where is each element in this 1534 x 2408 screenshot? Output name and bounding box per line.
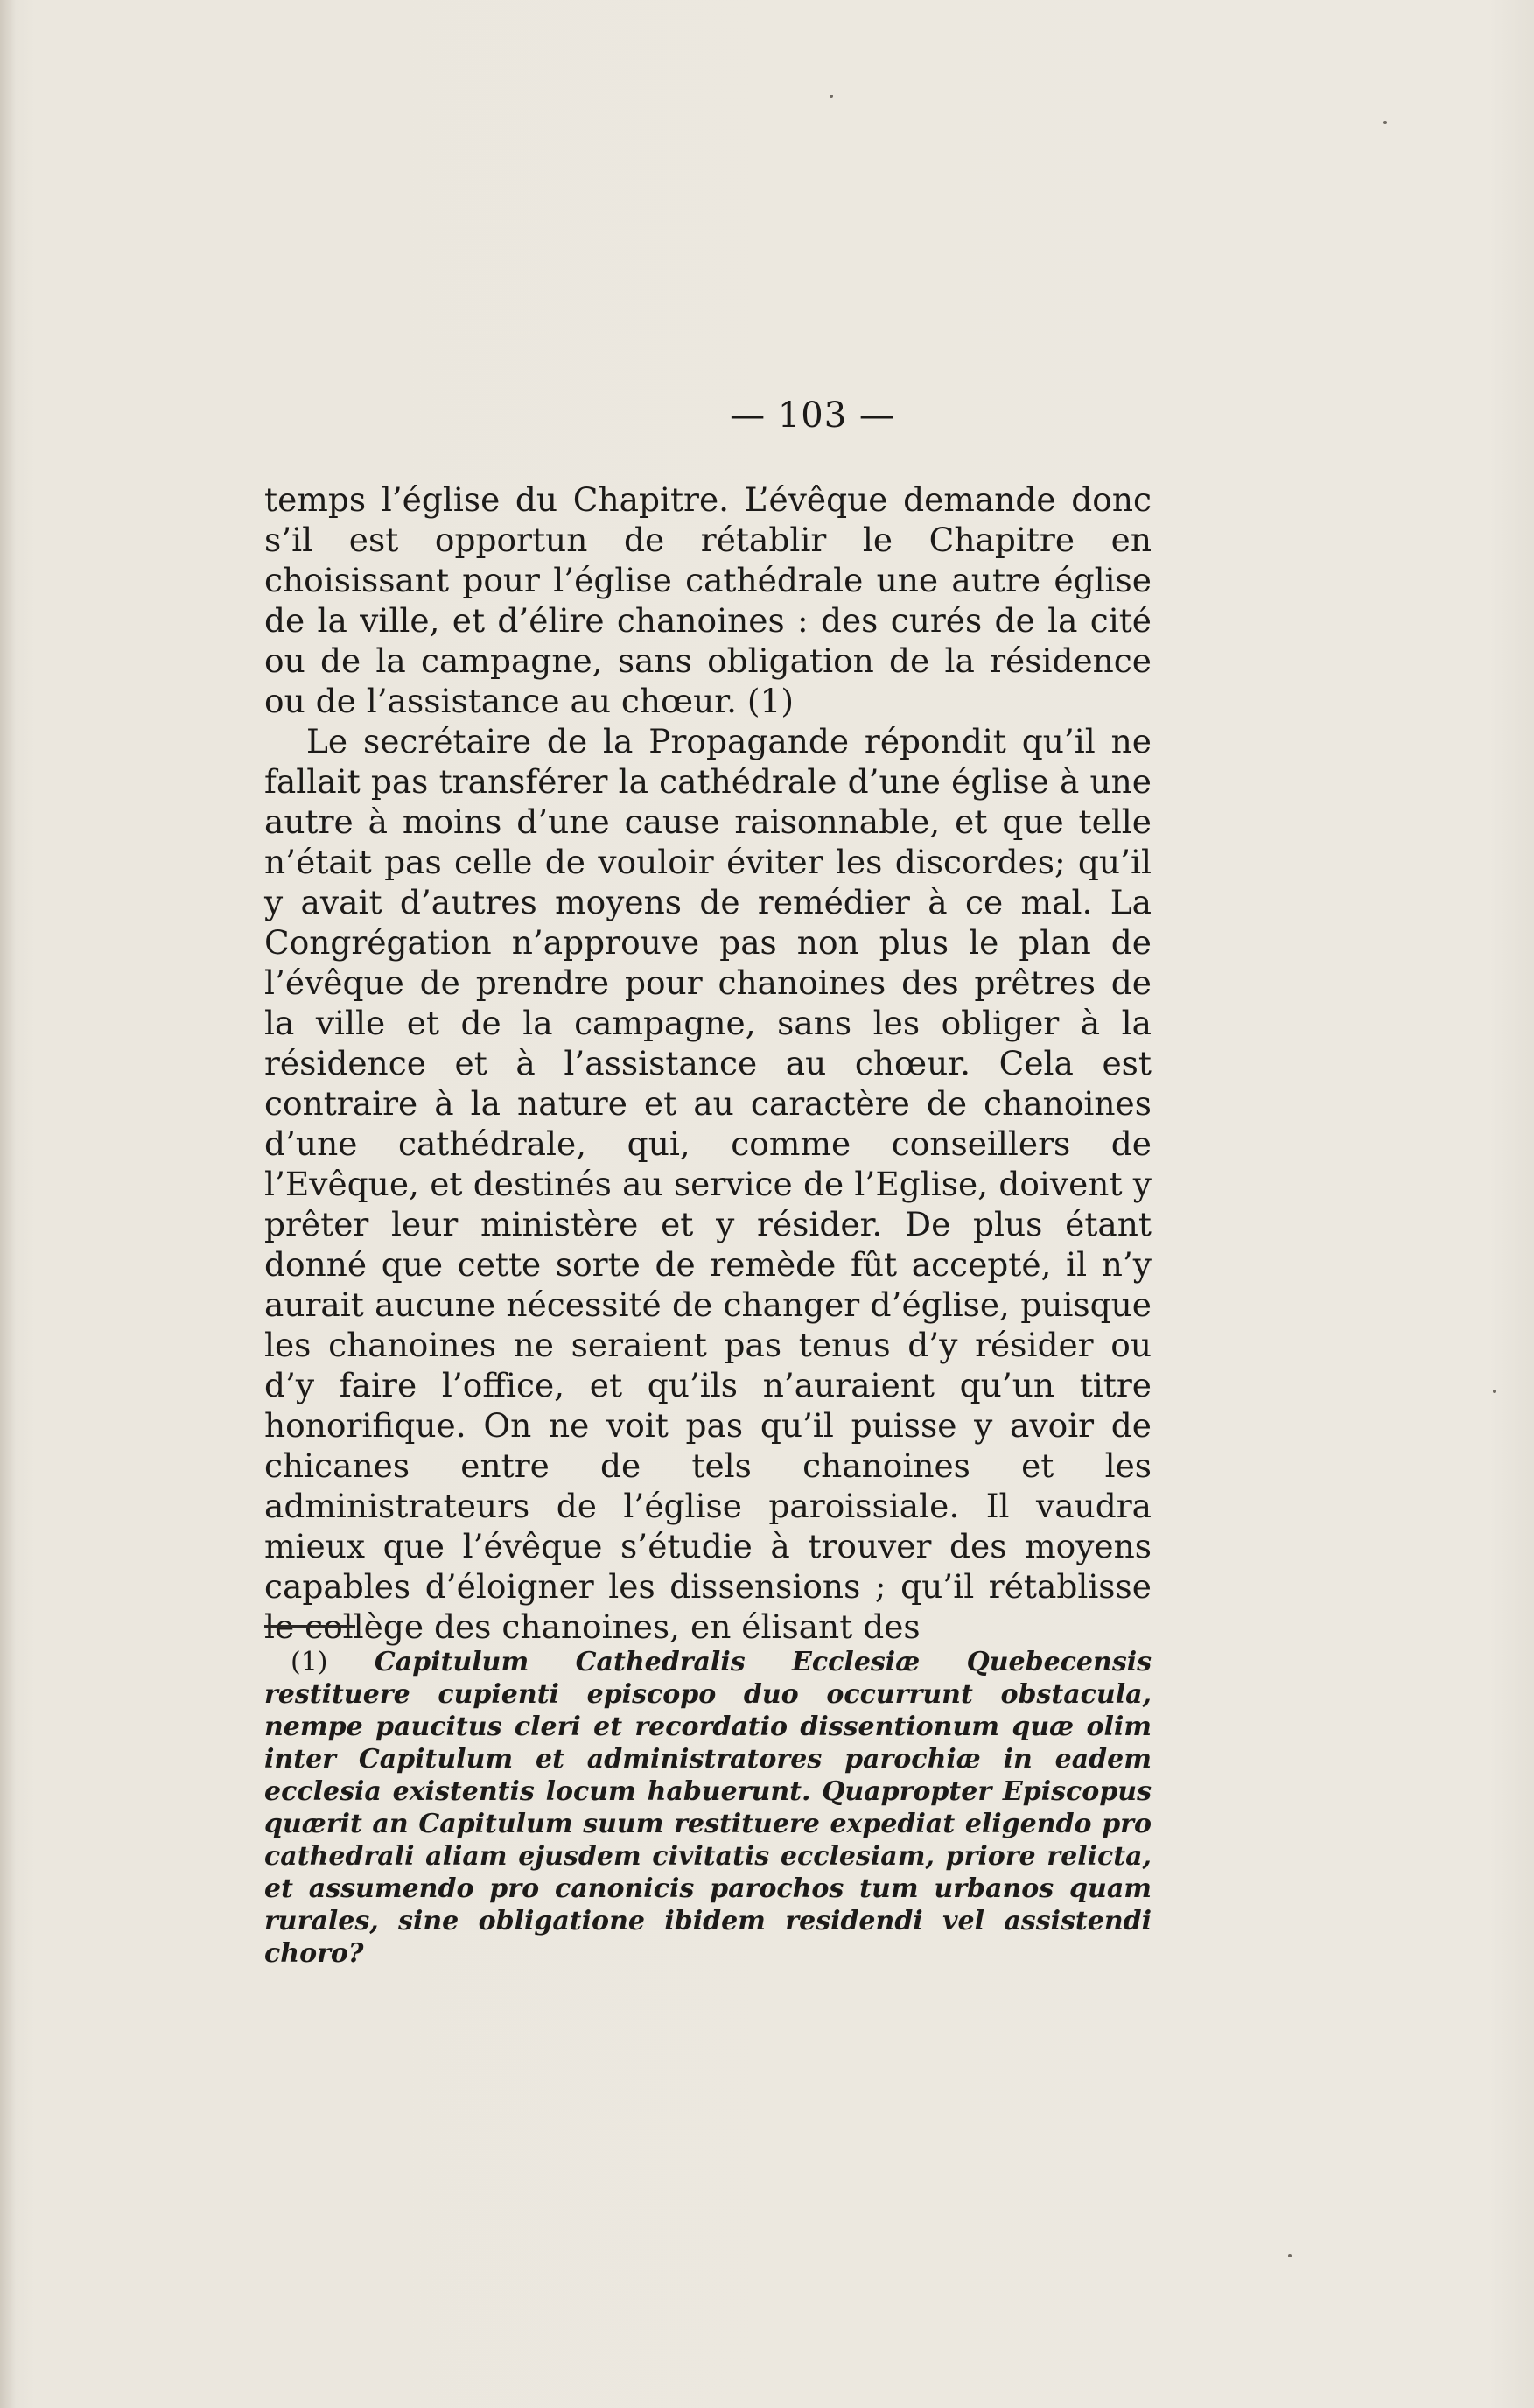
- footnote: [264, 1646, 1152, 1970]
- page-number-text: — 103 —: [730, 396, 895, 436]
- page-spine-edge: [0, 0, 16, 2408]
- paper-speck: [830, 94, 833, 98]
- paper-speck: [1383, 121, 1387, 124]
- page-number: [0, 396, 1534, 436]
- paper-speck: [1288, 2254, 1292, 2258]
- paragraph-propaganda-reply: Le secrétaire de la Propagande répondit qu’il ne fallait pas transférer la cathédrale d’une église à une autre à moins d’une cause raisonnable, et que telle n’était pas celle de vouloir éviter les discordes; qu’il y avait d’autres moyens de remédier à ce mal. La Congrégation n’approuve pas non plus le plan de l’évêque de prendre pour chanoines des prêtres de la ville et de la campagne, sans les obliger à la résidence et à l’assistance au chœur. Cela est contraire à la nature et au caractère de chanoines d’une cathédrale, qui, comme conseillers de l’Evêque, et destinés au service de l’Eglise, doivent y prêter leur ministère et y résider. De plus étant donné que cette sorte de remède fût accepté, il n’y aurait aucune nécessité de changer d’église, puisque les chanoines ne seraient pas tenus d’y résider ou d’y faire l’office, et qu’ils n’auraient qu’un titre honorifique. On ne voit pas qu’il puisse y avoir de chicanes entre de tels chanoines et les administrateurs de l’église paroissiale. Il vaudra mieux que l’évêque s’étudie à trouver des moyens capables d’éloigner les dissensions ; qu’il rétablisse le collège des chanoines, en élisant des: [264, 722, 1152, 1646]
- footnote-marker: (1): [291, 1647, 328, 1677]
- footnote-divider: [264, 1625, 355, 1628]
- main-text: [264, 480, 1152, 1647]
- paper-speck: [1493, 1390, 1496, 1393]
- paragraph-continuation: temps l’église du Chapitre. L’évêque demande donc s’il est opportun de rétablir le Chapitre en choisissant pour l’église cathédrale une autre église de la ville, et d’élire chanoines : des curés de la cité ou de la campagne, sans obligation de la résidence ou de l’assistance au chœur. (1): [264, 480, 1152, 720]
- footnote-text: Capitulum Cathedralis Ecclesiæ Quebecensis restituere cupienti episcopo duo occurrunt obstacula, nempe paucitus cleri et recordatio dissentionum quæ olim inter Capitulum et administratores parochiæ in eadem ecclesia existentis locum habuerunt. Quapropter Episcopus quærit an Capitulum suum restituere expediat eligendo pro cathedrali aliam ejusdem civitatis ecclesiam, priore relicta, et assumendo pro canonicis parochos tum urbanos quam rurales, sine obligatione ibidem residendi vel assistendi choro?: [264, 1647, 1152, 1969]
